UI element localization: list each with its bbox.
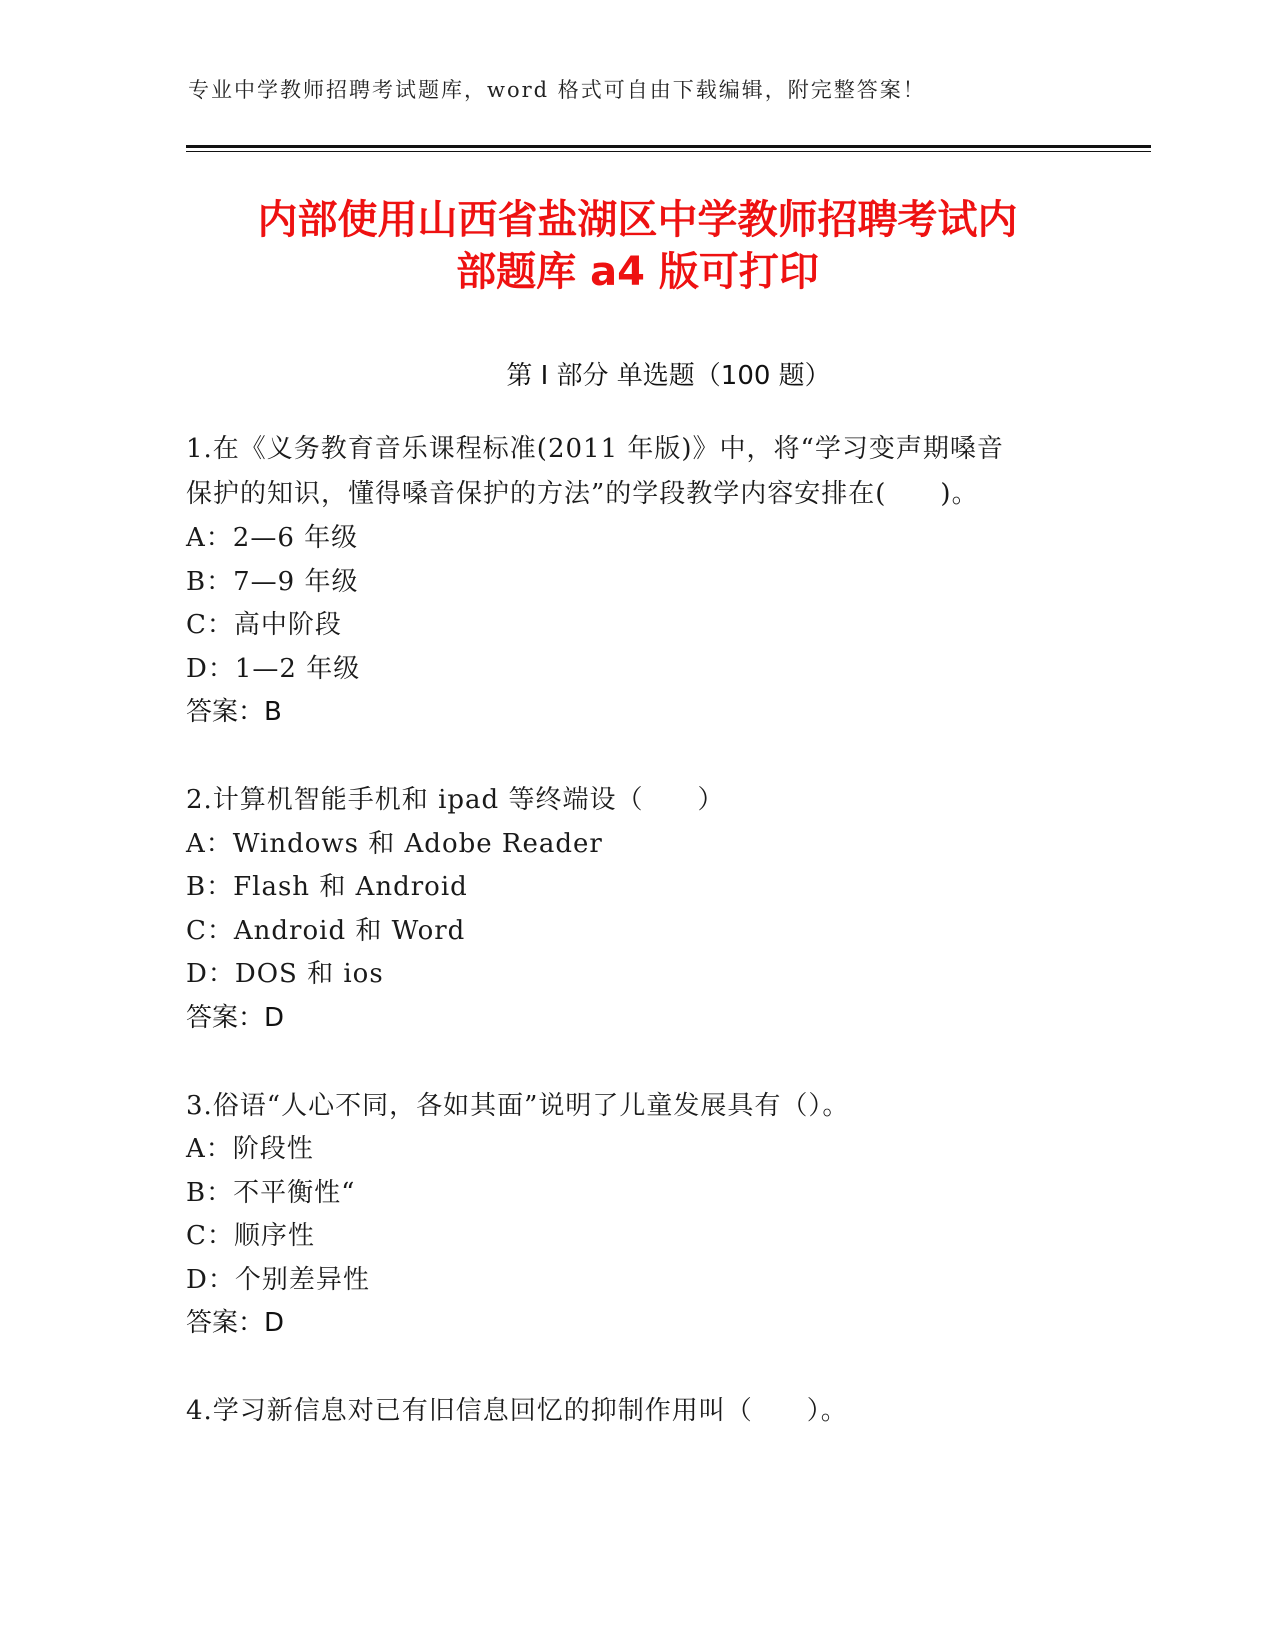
question-1-option-b: B：7—9 年级 (186, 567, 359, 597)
question-3-option-a: A：阶段性 (186, 1134, 314, 1164)
document-title-line-1: 内部使用山西省盐湖区中学教师招聘考试内 (257, 197, 1018, 243)
section-title: 第 I 部分 单选题（100 题） (506, 361, 831, 391)
question-4-stem: 4.学习新信息对已有旧信息回忆的抑制作用叫（ ）。 (186, 1396, 848, 1426)
header-divider-thick (186, 145, 1151, 148)
question-1-stem-line-1: 1.在《义务教育音乐课程标准(2011 年版)》中，将“学习变声期嗓音 (186, 434, 1004, 464)
question-3-option-c: C：顺序性 (186, 1221, 315, 1251)
question-2-option-c: C：Android 和 Word (186, 916, 466, 946)
question-3-option-d: D：个别差异性 (186, 1265, 370, 1295)
question-2-option-b: B：Flash 和 Android (186, 872, 468, 902)
document-title-line-2: 部题库 a4 版可打印 (456, 249, 819, 295)
page-header-text: 专业中学教师招聘考试题库，word 格式可自由下载编辑，附完整答案！ (188, 78, 926, 102)
question-2-option-d: D：DOS 和 ios (186, 959, 384, 989)
question-1-option-d: D：1—2 年级 (186, 654, 361, 684)
question-2-option-a: A：Windows 和 Adobe Reader (186, 829, 603, 859)
question-3-answer: 答案：D (186, 1308, 285, 1338)
question-1-stem-line-2: 保护的知识，懂得嗓音保护的方法”的学段教学内容安排在( )。 (186, 479, 979, 509)
header-divider-thin (186, 151, 1151, 152)
document-title (140, 194, 1135, 298)
question-3-option-b: B：不平衡性“ (186, 1178, 356, 1208)
question-1-option-c: C：高中阶段 (186, 610, 342, 640)
question-1-option-a: A：2—6 年级 (186, 523, 359, 553)
question-1-answer: 答案：B (186, 697, 282, 727)
question-2-stem: 2.计算机智能手机和 ipad 等终端设（ ） (186, 785, 725, 815)
question-3-stem: 3.俗语“人心不同，各如其面”说明了儿童发展具有（）。 (186, 1091, 850, 1121)
question-2-answer: 答案：D (186, 1003, 285, 1033)
